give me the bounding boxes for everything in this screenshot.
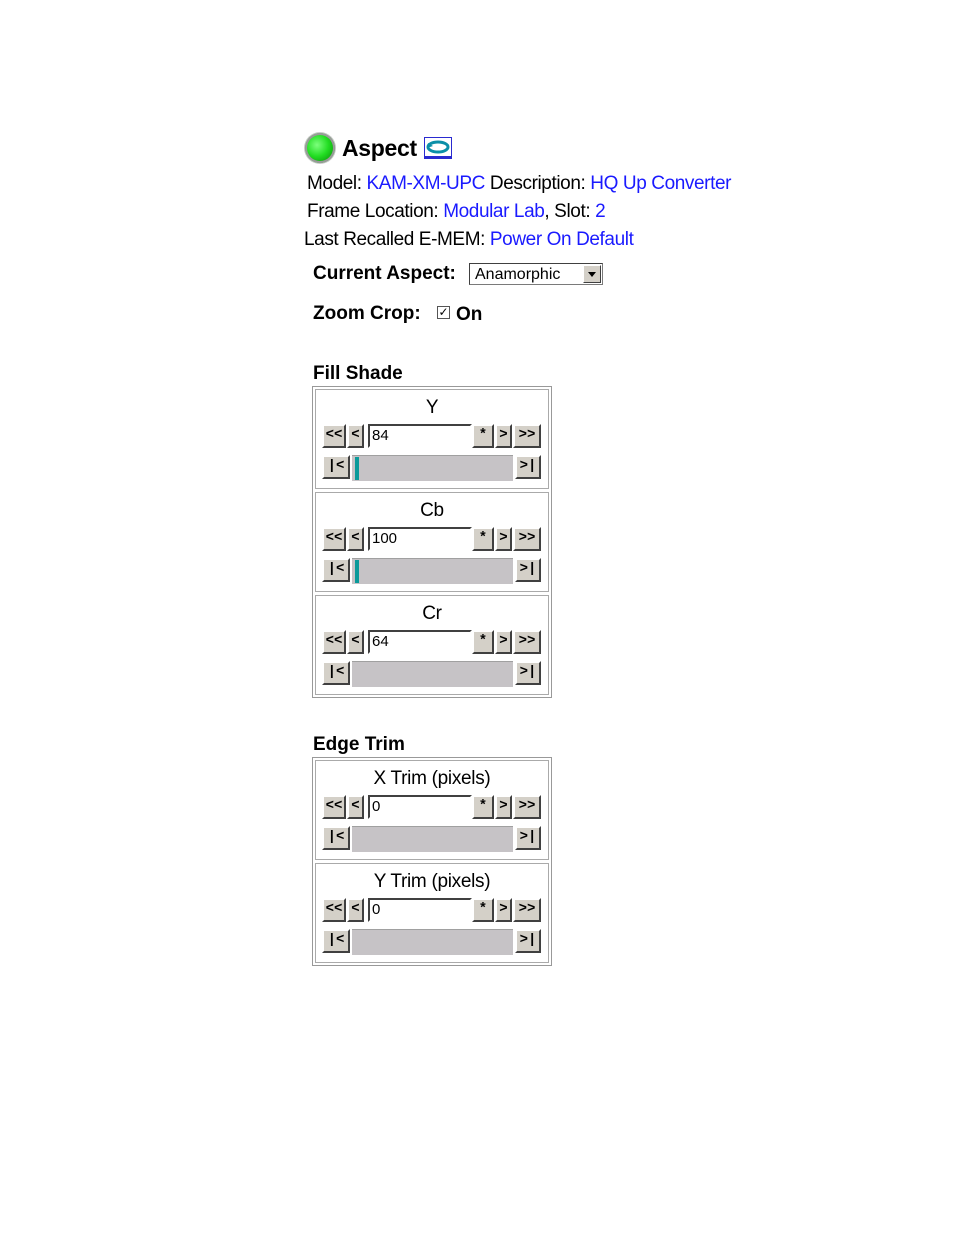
value-input-cb[interactable]: 100: [368, 527, 472, 551]
model-label: Model:: [307, 173, 362, 194]
page-title: Aspect: [342, 135, 417, 161]
zoom-crop-label: Zoom Crop:: [313, 303, 421, 324]
min-button[interactable]: |<: [322, 826, 350, 850]
value-input-x-trim-pixels[interactable]: 0: [368, 795, 472, 819]
edge-trim-title: Edge Trim: [313, 734, 405, 755]
refresh-icon[interactable]: [424, 137, 452, 159]
forward-button[interactable]: >: [495, 527, 512, 551]
fast-forward-button[interactable]: >>: [513, 424, 541, 448]
slider-thumb[interactable]: [355, 560, 359, 583]
slider-track[interactable]: [352, 929, 513, 955]
max-button[interactable]: >|: [515, 558, 541, 582]
fill-shade-panel: [312, 386, 552, 698]
description-label: Description:: [489, 173, 586, 194]
slider-control-cb: [315, 492, 549, 592]
back-button[interactable]: <: [347, 898, 364, 922]
current-aspect-label: Current Aspect:: [313, 263, 456, 284]
forward-button[interactable]: >: [495, 424, 512, 448]
current-aspect-value: Anamorphic: [475, 266, 561, 283]
current-aspect-select[interactable]: [469, 263, 603, 285]
control-label: Cb: [420, 500, 444, 521]
frame-location-label: Frame Location:: [307, 201, 439, 222]
max-button[interactable]: >|: [515, 661, 541, 685]
value-input-cr[interactable]: 64: [368, 630, 472, 654]
forward-button[interactable]: >: [495, 795, 512, 819]
control-label: Cr: [422, 603, 442, 624]
default-button[interactable]: *: [472, 424, 494, 448]
frame-location-value[interactable]: Modular Lab: [443, 201, 545, 222]
max-button[interactable]: >|: [515, 929, 541, 953]
slider-track[interactable]: [352, 661, 513, 687]
back-button[interactable]: <: [347, 630, 364, 654]
fast-forward-button[interactable]: >>: [513, 898, 541, 922]
default-button[interactable]: *: [472, 795, 494, 819]
fast-back-button[interactable]: <<: [322, 795, 346, 819]
fast-back-button[interactable]: <<: [322, 630, 346, 654]
max-button[interactable]: >|: [515, 455, 541, 479]
forward-button[interactable]: >: [495, 630, 512, 654]
back-button[interactable]: <: [347, 527, 364, 551]
fill-shade-title: Fill Shade: [313, 363, 403, 384]
min-button[interactable]: |<: [322, 661, 350, 685]
control-label: Y Trim (pixels): [373, 871, 491, 892]
edge-trim-panel: [312, 757, 552, 966]
slider-control-y-trim-pixels: [315, 863, 549, 963]
fast-forward-button[interactable]: >>: [513, 795, 541, 819]
fast-forward-button[interactable]: >>: [513, 630, 541, 654]
min-button[interactable]: |<: [322, 455, 350, 479]
min-button[interactable]: |<: [322, 558, 350, 582]
forward-button[interactable]: >: [495, 898, 512, 922]
fast-back-button[interactable]: <<: [322, 898, 346, 922]
back-button[interactable]: <: [347, 424, 364, 448]
status-indicator-icon: [305, 133, 335, 163]
max-button[interactable]: >|: [515, 826, 541, 850]
fast-back-button[interactable]: <<: [322, 424, 346, 448]
emem-line: [304, 229, 633, 251]
back-button[interactable]: <: [347, 795, 364, 819]
zoom-crop-checkbox[interactable]: ✓: [438, 305, 449, 319]
slider-control-y: [315, 389, 549, 489]
model-line: [307, 173, 731, 195]
min-button[interactable]: |<: [322, 929, 350, 953]
default-button[interactable]: *: [472, 630, 494, 654]
emem-label: Last Recalled E-MEM:: [304, 229, 486, 250]
slot-label: , Slot:: [544, 201, 591, 222]
zoom-crop-on-label: On: [456, 304, 483, 325]
slider-control-cr: [315, 595, 549, 695]
fast-back-button[interactable]: <<: [322, 527, 346, 551]
control-label: Y: [425, 397, 439, 418]
model-value: KAM-XM-UPC: [366, 173, 485, 194]
value-input-y[interactable]: 84: [368, 424, 472, 448]
slider-control-x-trim-pixels: [315, 760, 549, 860]
description-value: HQ Up Converter: [590, 173, 732, 194]
value-input-y-trim-pixels[interactable]: 0: [368, 898, 472, 922]
slider-track[interactable]: [352, 455, 513, 481]
slider-track[interactable]: [352, 558, 513, 584]
default-button[interactable]: *: [472, 527, 494, 551]
control-label: X Trim (pixels): [373, 768, 491, 789]
slider-track[interactable]: [352, 826, 513, 852]
chevron-down-icon[interactable]: [583, 265, 601, 283]
slider-thumb[interactable]: [355, 457, 359, 480]
slot-value[interactable]: 2: [595, 201, 606, 222]
emem-value[interactable]: Power On Default: [489, 229, 634, 250]
fast-forward-button[interactable]: >>: [513, 527, 541, 551]
default-button[interactable]: *: [472, 898, 494, 922]
frame-location-line: [307, 201, 605, 223]
